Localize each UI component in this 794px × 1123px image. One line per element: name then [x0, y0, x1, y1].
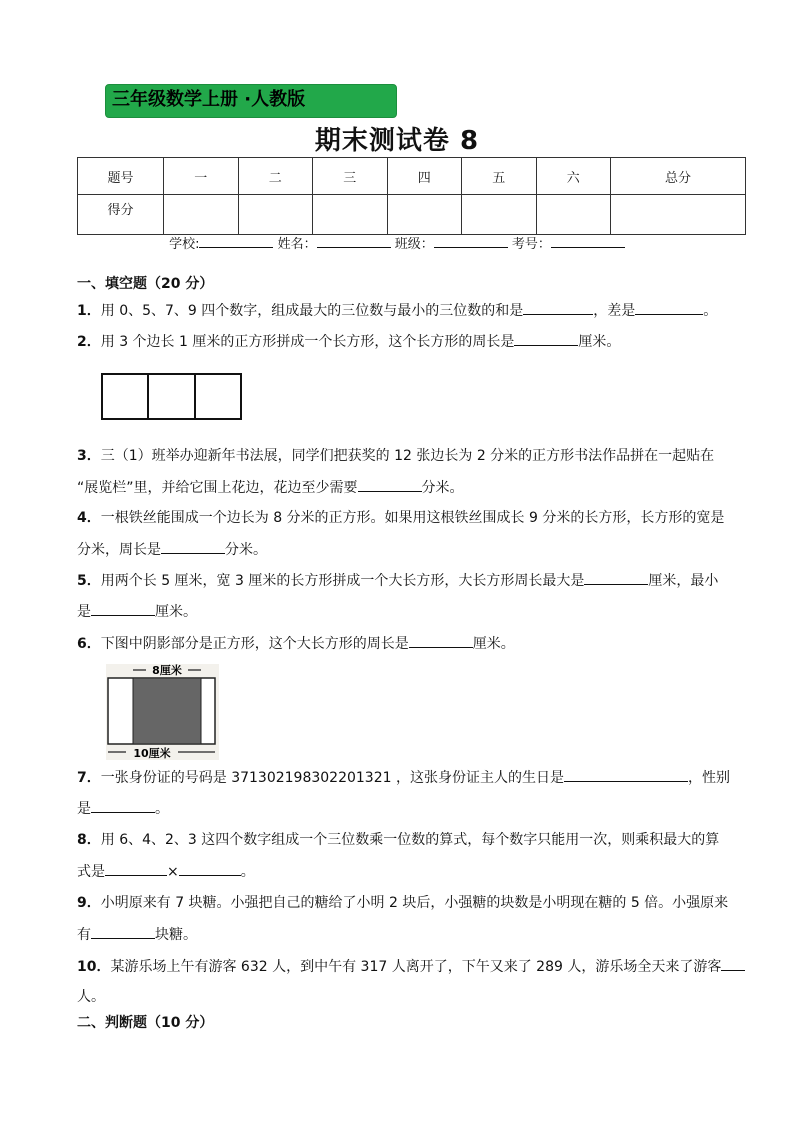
- question-text: ，性别: [687, 770, 730, 786]
- question-3-line-1: [77, 446, 757, 466]
- question-text: 小明原来有 7 块糖。小强把自己的糖给了小明 2 块后，小强糖的块数是小明现在糖的 5 倍。小强原来: [100, 895, 729, 911]
- score-cell[interactable]: [164, 195, 239, 235]
- question-text: 一张身份证的号码是 371302198302201321 ，这张身份证主人的生日是: [100, 770, 564, 786]
- score-table: [77, 157, 746, 235]
- row-header-question: 题号: [78, 158, 164, 195]
- question-text: 厘米。: [472, 636, 515, 652]
- question-text: 厘米，最小: [648, 573, 719, 589]
- question-text: 。: [155, 801, 169, 817]
- question-9-line-2: [77, 924, 757, 945]
- question-10-line-2: [77, 987, 757, 1007]
- question-text: 下图中阴影部分是正方形，这个大长方形的周长是: [100, 636, 409, 652]
- question-number: 10．: [77, 959, 111, 975]
- question-number: 4．: [77, 510, 101, 526]
- exam-no-field[interactable]: [551, 233, 625, 248]
- question-text: 人。: [77, 989, 105, 1005]
- answer-blank[interactable]: [179, 861, 241, 876]
- answer-blank[interactable]: [564, 767, 688, 782]
- col-5: 五: [462, 158, 537, 195]
- question-8-line-2: [77, 861, 757, 882]
- name-label: 姓名：: [277, 237, 317, 252]
- question-text: 是: [77, 604, 91, 620]
- answer-blank[interactable]: [523, 300, 593, 315]
- top-dimension-label: 8厘米: [152, 664, 182, 677]
- question-number: 7．: [77, 770, 101, 786]
- score-cell[interactable]: [238, 195, 313, 235]
- three-squares-figure: [101, 373, 242, 420]
- bottom-dimension-label: 10厘米: [133, 747, 171, 760]
- col-4: 四: [387, 158, 462, 195]
- student-info-line: [0, 233, 794, 252]
- question-text: ×: [167, 864, 179, 880]
- grade-badge: 三年级数学上册 ·人教版: [105, 84, 397, 118]
- question-7-line-1: [77, 767, 757, 788]
- question-text: ，差是: [593, 303, 636, 319]
- question-5-line-1: [77, 570, 757, 591]
- question-text: 用两个长 5 厘米，宽 3 厘米的长方形拼成一个大长方形，大长方形周长最大是: [100, 573, 585, 589]
- question-text: 是: [77, 801, 91, 817]
- question-number: 8．: [77, 832, 101, 848]
- answer-blank[interactable]: [91, 601, 155, 616]
- shaded-square: [133, 678, 201, 744]
- col-6: 六: [536, 158, 611, 195]
- question-text: “展览栏”里，并给它围上花边，花边至少需要: [77, 480, 358, 496]
- question-number: 2．: [77, 334, 101, 350]
- question-text: 某游乐场上午有游客 632 人，到中午有 317 人离开了，下午又来了 289 人，游乐场全天来了游客: [110, 959, 722, 975]
- question-text: 用 3 个边长 1 厘米的正方形拼成一个长方形，这个长方形的周长是: [100, 334, 515, 350]
- question-7-line-2: [77, 798, 757, 819]
- question-10-line-1: [77, 956, 757, 977]
- question-number: 9．: [77, 895, 101, 911]
- question-text: 用 0、5、7、9 四个数字，组成最大的三位数与最小的三位数的和是: [100, 303, 524, 319]
- answer-blank[interactable]: [514, 331, 578, 346]
- question-text: 分米。: [225, 542, 267, 558]
- table-row: [78, 195, 746, 235]
- answer-blank[interactable]: [358, 477, 422, 492]
- question-3-line-2: [77, 477, 757, 498]
- question-4-line-1: [77, 508, 757, 528]
- rectangle-figure: [106, 664, 219, 760]
- question-8-line-1: [77, 830, 757, 850]
- exam-no-label: 考号：: [511, 237, 551, 252]
- answer-blank[interactable]: [635, 300, 703, 315]
- answer-blank[interactable]: [584, 570, 648, 585]
- col-3: 三: [313, 158, 388, 195]
- section-fill-heading: 一、填空题（20 分）: [77, 276, 214, 292]
- question-text: 分米，周长是: [77, 542, 161, 558]
- question-2: [77, 331, 757, 352]
- answer-blank[interactable]: [91, 924, 155, 939]
- class-field[interactable]: [434, 233, 508, 248]
- answer-blank[interactable]: [721, 956, 745, 971]
- name-field[interactable]: [317, 233, 391, 248]
- question-1: [77, 300, 757, 321]
- school-field[interactable]: [199, 233, 273, 248]
- question-text: 块糖。: [155, 927, 197, 943]
- row-header-score: 得分: [78, 195, 164, 235]
- answer-blank[interactable]: [91, 798, 155, 813]
- school-label: 学校:: [169, 237, 200, 252]
- col-total: 总分: [611, 158, 746, 195]
- question-text: 式是: [77, 864, 105, 880]
- question-text: 分米。: [421, 480, 464, 496]
- score-cell[interactable]: [313, 195, 388, 235]
- question-text: 有: [77, 927, 91, 943]
- score-cell[interactable]: [611, 195, 746, 235]
- question-text: 。: [240, 864, 255, 880]
- page-title: 期末测试卷 8: [314, 126, 480, 156]
- answer-blank[interactable]: [409, 633, 473, 648]
- section-judge-heading: 二、判断题（10 分）: [77, 1015, 214, 1031]
- score-cell[interactable]: [387, 195, 462, 235]
- question-text: 用 6、4、2、3 这四个数字组成一个三位数乘一位数的算式，每个数字只能用一次，则乘积最大的算: [100, 832, 720, 848]
- question-number: 6．: [77, 636, 101, 652]
- question-6: [77, 633, 757, 654]
- col-2: 二: [238, 158, 313, 195]
- question-4-line-2: [77, 539, 757, 560]
- question-text: 厘米。: [155, 604, 197, 620]
- table-row: [78, 158, 746, 195]
- score-cell[interactable]: [536, 195, 611, 235]
- question-9-line-1: [77, 893, 757, 913]
- question-text: 一根铁丝能围成一个边长为 8 分米的正方形。如果用这根铁丝围成长 9 分米的长方形，长方形的宽是: [100, 510, 725, 526]
- question-number: 1．: [77, 303, 101, 319]
- question-text: 三（1）班举办迎新年书法展，同学们把获奖的 12 张边长为 2 分米的正方形书法作品拼在一起贴在: [100, 448, 715, 464]
- question-text: 。: [703, 303, 718, 319]
- question-number: 5．: [77, 573, 101, 589]
- answer-blank[interactable]: [161, 539, 225, 554]
- question-5-line-2: [77, 601, 757, 622]
- answer-blank[interactable]: [105, 861, 167, 876]
- score-cell[interactable]: [462, 195, 537, 235]
- class-label: 班级：: [394, 237, 434, 252]
- col-1: 一: [164, 158, 239, 195]
- question-text: 厘米。: [578, 334, 621, 350]
- question-number: 3．: [77, 448, 101, 464]
